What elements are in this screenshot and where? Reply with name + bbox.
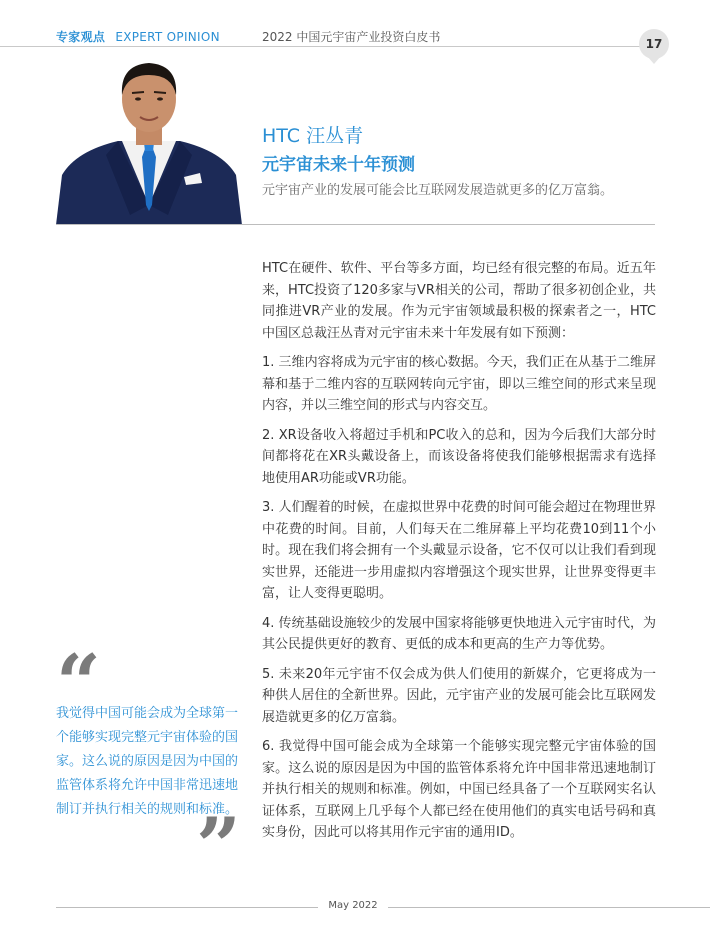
paragraph-prediction-2: 2. XR设备收入将超过手机和PC收入的总和，因为今后我们大部分时间都将花在XR头戴设备上，而该设备将使我们能够根据需求有选择地使用AR功能或VR功能。 [262,427,656,486]
publication-title: 2022 中国元宇宙产业投资白皮书 [262,30,441,44]
paragraph-prediction-3: 3. 人们醒着的时候，在虚拟世界中花费的时间可能会超过在物理世界中花费的时间。目前，人们每天在二维屏幕上平均花费10到11个小时。现在我们将会拥有一个头戴显示设备，它不仅可以让我们看到现实世界，还能进一步用虚拟内容增强这个现实世界，让世界变得更丰富，让人变得更聪明。 [262,500,656,601]
header-divider [0,46,640,47]
paragraph-prediction-1: 1. 三维内容将成为元宇宙的核心数据。今天，我们正在从基于二维屏幕和基于二维内容的互联网转向元宇宙，即以三维空间的形式来呈现内容，并以三维空间的形式与内容交互。 [262,355,656,413]
close-quote-icon: ” [196,801,241,892]
open-quote-icon: “ [56,638,101,729]
article-body [262,258,656,852]
section-label [56,28,220,45]
title-divider [56,224,655,225]
page-badge-pointer [647,56,661,64]
author-name: HTC 汪丛青 [262,125,364,147]
article-subtitle: 元宇宙产业的发展可能会比互联网发展造就更多的亿万富翁。 [262,183,614,198]
section-label-cn: 专家观点 [56,30,106,44]
paragraph-intro: HTC在硬件、软件、平台等多方面，均已经有很完整的布局。近五年来，HTC投资了120多家与VR相关的公司，帮助了很多初创企业，共同推进VR产业的发展。作为元宇宙领域最积极的探索者之一，HTC中国区总裁汪丛青对元宇宙未来十年发展有如下预测： [262,261,656,341]
article-headline: 元宇宙未来十年预测 [262,155,415,175]
footer-divider-left [56,907,318,908]
footer-date: May 2022 [328,900,378,911]
author-portrait [56,55,242,225]
paragraph-prediction-4: 4. 传统基础设施较少的发展中国家将能够更快地进入元宇宙时代，为其公民提供更好的教育、更低的成本和更高的生产力等优势。 [262,615,656,652]
paragraph-prediction-5: 5. 未来20年元宇宙不仅会成为供人们使用的新媒介，它更将成为一种供人居住的全新世界。因此，元宇宙产业的发展可能会比互联网发展造就更多的亿万富翁。 [262,666,656,725]
page-number-badge: 17 [639,29,669,59]
paragraph-prediction-6: 6. 我觉得中国可能会成为全球第一个能够实现完整元宇宙体验的国家。这么说的原因是因为中国的监管体系将允许中国非常迅速地制订并执行相关的规则和标准。例如，中国已经具备了一个互联网实名认证体系，互联网上几乎每个人都已经在使用他们的真实电话号码和真实身份，因此可以将其用作元宇宙的通用ID。 [262,739,656,840]
section-label-en: EXPERT OPINION [115,30,220,44]
footer-divider-right [388,907,710,908]
pull-quote: 我觉得中国可能会成为全球第一个能够实现完整元宇宙体验的国家。这么说的原因是因为中国的监管体系将允许中国非常迅速地制订并执行相关的规则和标准。 [56,706,239,817]
